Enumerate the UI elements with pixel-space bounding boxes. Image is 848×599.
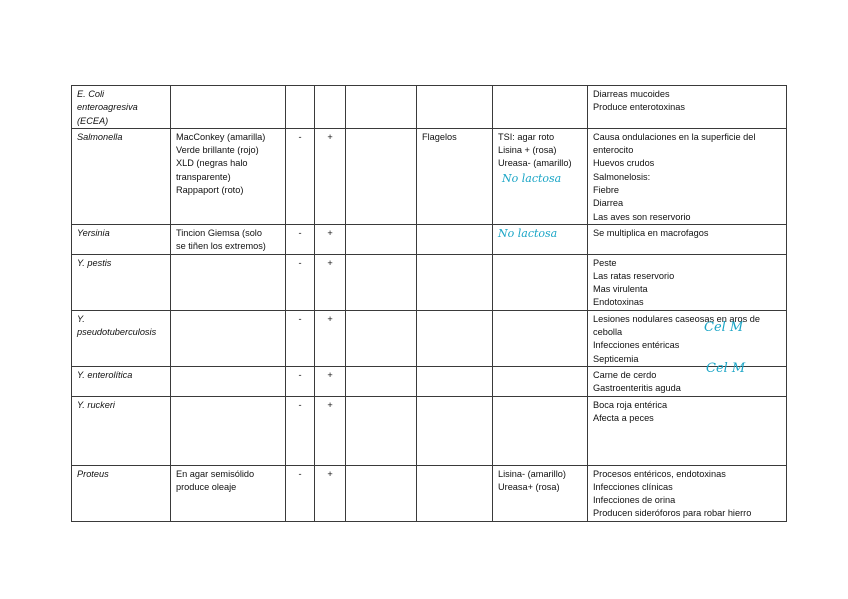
notes-cell: Se multiplica en macrofagos <box>588 224 787 254</box>
sign-cell-a: - <box>286 128 315 224</box>
sign-cell-a: - <box>286 465 315 521</box>
sign-cell-b: + <box>315 128 346 224</box>
tests-cell <box>493 310 588 366</box>
notes-cell: Causa ondulaciones en la superficie del enterocito Huevos crudos Salmonelosis: Fiebre Diarrea Las aves son reservorio <box>588 128 787 224</box>
notes-cell: Carne de cerdo Gastroenteritis aguda <box>588 366 787 396</box>
tests-cell <box>493 366 588 396</box>
mobility-cell <box>417 465 493 521</box>
table-row <box>72 396 787 465</box>
sign-cell-b <box>315 86 346 129</box>
sign-cell-b: + <box>315 465 346 521</box>
sign-cell-a: - <box>286 310 315 366</box>
organism-cell: Y. pestis <box>72 254 171 310</box>
sign-cell-a: - <box>286 366 315 396</box>
mobility-cell <box>417 224 493 254</box>
table-row <box>72 128 787 224</box>
medium-cell <box>171 366 286 396</box>
organism-cell: Proteus <box>72 465 171 521</box>
tests-cell: Lisina- (amarillo) Ureasa+ (rosa) <box>493 465 588 521</box>
organism-cell: Y. pseudotuberculosis <box>72 310 171 366</box>
sign-cell-a: - <box>286 254 315 310</box>
organism-cell: E. Coli enteroagresiva (ECEA) <box>72 86 171 129</box>
empty-cell <box>346 465 417 521</box>
empty-cell <box>346 396 417 465</box>
mobility-cell <box>417 254 493 310</box>
tests-cell <box>493 86 588 129</box>
empty-cell <box>346 86 417 129</box>
tests-cell: TSI: agar roto Lisina + (rosa) Ureasa- (amarillo) No lactosa <box>493 128 588 224</box>
mobility-cell <box>417 396 493 465</box>
notes-cell: Lesiones nodulares caseosas en aros de cebolla Infecciones entéricas Septicemia <box>588 310 787 366</box>
notes-cell: Boca roja entérica Afecta a peces <box>588 396 787 465</box>
tests-cell <box>493 224 588 254</box>
table-row <box>72 465 787 521</box>
handwritten-note: No lactosa <box>502 171 562 185</box>
organism-cell: Y. ruckeri <box>72 396 171 465</box>
handwritten-note: No lactosa <box>498 226 558 240</box>
handwritten-note-celm: Cel M <box>706 361 746 376</box>
medium-cell <box>171 396 286 465</box>
mobility-cell <box>417 86 493 129</box>
empty-cell <box>346 310 417 366</box>
medium-cell <box>171 86 286 129</box>
table-row <box>72 366 787 396</box>
sign-cell-a <box>286 86 315 129</box>
mobility-cell <box>417 310 493 366</box>
medium-cell: MacConkey (amarilla) Verde brillante (rojo) XLD (negras halo transparente) Rappaport (roto) <box>171 128 286 224</box>
medium-cell <box>171 254 286 310</box>
notes-cell: Peste Las ratas reservorio Mas virulenta Endotoxinas <box>588 254 787 310</box>
empty-cell <box>346 128 417 224</box>
organism-cell: Yersinia <box>72 224 171 254</box>
sign-cell-a: - <box>286 224 315 254</box>
tests-cell <box>493 254 588 310</box>
sign-cell-b: + <box>315 224 346 254</box>
mobility-cell: Flagelos <box>417 128 493 224</box>
medium-cell: Tincion Giemsa (solo se tiñen los extremos) <box>171 224 286 254</box>
handwritten-note-celm: Cel M <box>704 320 744 335</box>
table-row <box>72 310 787 366</box>
empty-cell <box>346 254 417 310</box>
table-row <box>72 86 787 129</box>
sign-cell-b: + <box>315 366 346 396</box>
mobility-cell <box>417 366 493 396</box>
notes-cell: Diarreas mucoides Produce enterotoxinas <box>588 86 787 129</box>
empty-cell <box>346 224 417 254</box>
medium-cell: En agar semisólido produce oleaje <box>171 465 286 521</box>
bacteria-table <box>71 85 787 522</box>
sign-cell-b: + <box>315 254 346 310</box>
sign-cell-a: - <box>286 396 315 465</box>
table-row <box>72 224 787 254</box>
tests-cell <box>493 396 588 465</box>
medium-cell <box>171 310 286 366</box>
organism-cell: Y. enterolítica <box>72 366 171 396</box>
empty-cell <box>346 366 417 396</box>
table-row <box>72 254 787 310</box>
sign-cell-b: + <box>315 396 346 465</box>
organism-cell: Salmonella <box>72 128 171 224</box>
sign-cell-b: + <box>315 310 346 366</box>
notes-cell: Procesos entéricos, endotoxinas Infecciones clínicas Infecciones de orina Producen sideróforos para robar hierro <box>588 465 787 521</box>
